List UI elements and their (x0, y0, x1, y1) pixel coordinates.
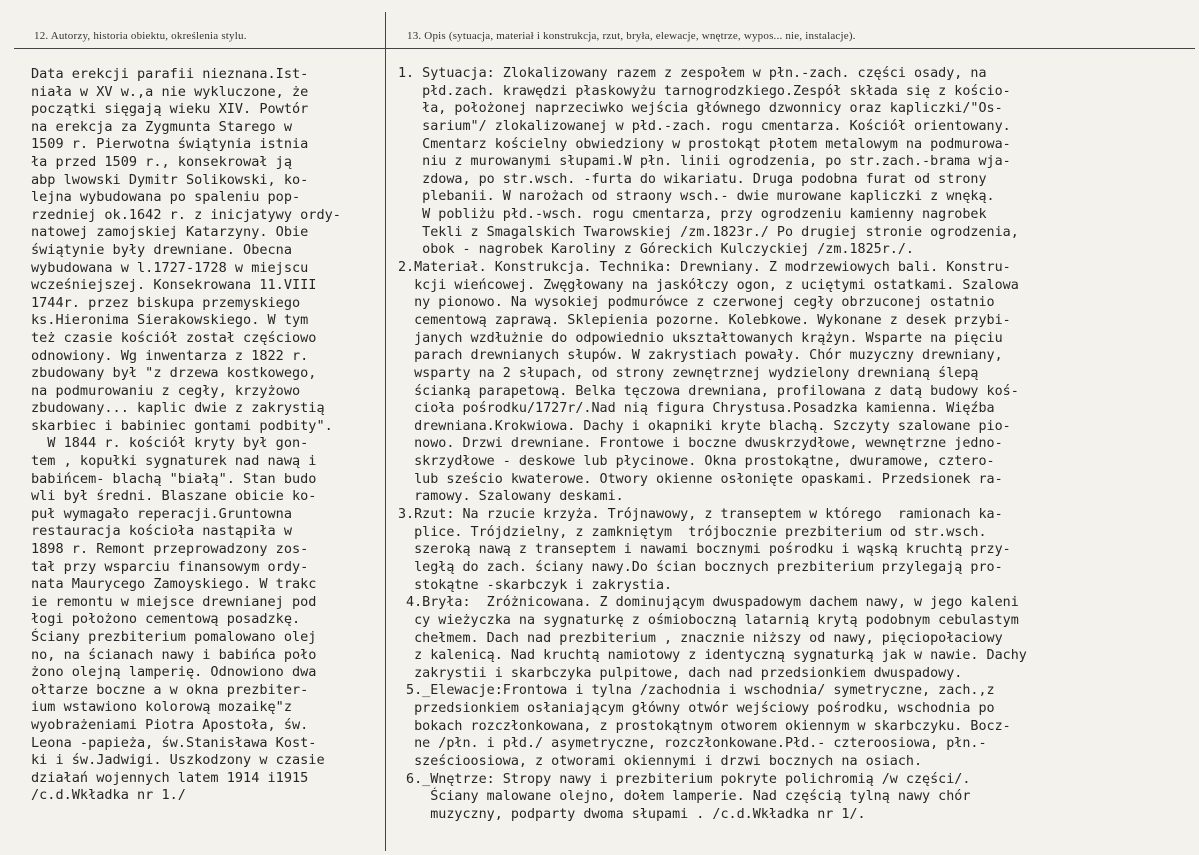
description-text-line: drewniana.Krokwiowa. Dachy i okapniki kryte blachą. Szczyty szalowane pio- (398, 418, 1011, 434)
history-text-line: skarbiec i babiniec gontami podbity". (31, 417, 333, 434)
header-divider (14, 48, 1195, 49)
description-text-line: przedsionkiem osłaniającym główny otwór wejściowy pośrodku, wschodnia po (398, 701, 995, 717)
history-text-line: ium wstawiono kolorową mozaikę"z (31, 699, 292, 716)
description-text-line: ległą do zach. ściany nawy.Do ścian bocznych prezbiterium przylegają pro- (398, 559, 1003, 575)
section-13-heading: 13. Opis (sytuacja, materiał i konstrukcja, rzut, bryła, elewacje, wnętrze, wypos... nie, instalacje). (407, 30, 856, 42)
description-text-line: 5._Elewacje:Frontowa i tylna /zachodnia i wschodnia/ symetryczne, zach.,z (398, 683, 995, 699)
description-text-line: plebanii. W narożach od straony wsch.- dwie murowane kapliczki z wnęką. (398, 189, 995, 205)
description-text-line: bokach rozczłonkowana, z prostokątnym otworem okiennym w skarbczyku. Bocz- (398, 718, 1011, 734)
description-text-column (398, 65, 1198, 824)
history-text-line: na erekcja za Zygmunta Starego w (31, 118, 292, 135)
description-text-line: obok - nagrobek Karoliny z Góreckich Kulczyckiej /zm.1825r./. (398, 242, 914, 258)
history-text-line: lejna wybudowana po spaleniu pop- (31, 189, 301, 206)
history-text-line: odnowiony. Wg inwentarza z 1822 r. (31, 347, 309, 364)
history-text-line: abp lwowski Dymitr Solikowski, ko- (31, 171, 309, 188)
description-text-line: 3.Rzut: Na rzucie krzyża. Trójnawowy, z transeptem w którego ramionach ka- (398, 507, 1003, 523)
history-text-line: wli był średni. Blaszane obicie ko- (31, 488, 317, 505)
history-text-line: puł wymagało reperacji.Gruntowna (31, 505, 292, 522)
history-text-line: babińcem- blachą "białą". Stan budo (31, 470, 317, 487)
description-text-line: 4.Bryła: Zróżnicowana. Z dominującym dwuspadowym dachem nawy, w jego kaleni (398, 595, 1019, 611)
description-text-line: sześcioosiowa, z otworami okiennymi i drzwi bocznych na osiach. (398, 753, 923, 769)
history-text-line: łogi położono cementową posadzkę. (31, 611, 301, 628)
history-text-line: /c.d.Wkładka nr 1./ (31, 787, 186, 804)
description-text-line: sarium"/ zlokalizowanej w płd.-zach. rogu cmentarza. Kościół orientowany. (398, 118, 1011, 134)
description-text-line: 1. Sytuacja: Zlokalizowany razem z zespołem w płn.-zach. części osady, na (398, 66, 987, 81)
description-text-line: ny pionowo. Na wysokiej podmurówce z czerwonej cegły obrzuconej ostatnio (398, 295, 995, 311)
history-text-line: ołtarze boczne a w okna prezbiter- (31, 681, 309, 698)
history-text-line: Ściany prezbiterium pomalowano olej (31, 629, 317, 645)
history-text-line: W 1844 r. kościół kryty był gon- (31, 435, 309, 452)
description-text-line: plice. Trójdzielny, z zamkniętym trójbocznie prezbiterium od str.wsch. (398, 524, 987, 540)
description-text-line: muzyczny, podparty dwoma słupami . /c.d.Wkładka nr 1/. (398, 806, 866, 822)
description-text-line: cementową zaprawą. Sklepienia pozorne. Kolebkowe. Wykonane z desek przybi- (398, 312, 1011, 328)
history-text-line: nata Maurycego Zamoyskiego. W trakc (31, 576, 317, 593)
history-text-line: 1744r. przez biskupa przemyskiego (31, 294, 301, 311)
history-text-line: 1898 r. Remont przeprowadzony zos- (31, 541, 309, 558)
section-12-heading: 12. Autorzy, historia obiektu, określenia stylu. (34, 30, 247, 42)
history-text-line: żono olejną lamperię. Odnowiono dwa (31, 664, 317, 681)
history-text-line: no, na ścianach nawy i babińca poło (31, 646, 317, 663)
history-text-line: ki i św.Jadwigi. Uszkodzony w czasie (31, 752, 325, 769)
description-text-line: zakrystii i skarbczyka pulpitowe, dach nad przedsionkiem dwuspadowy. (398, 665, 963, 681)
description-text-line: płd.zach. krawędzi płaskowyżu tarnogrodzkiego.Zespół składa się z kościo- (398, 83, 1011, 99)
description-text-line: zdowa, po str.wsch. -furta do wikariatu. Druga podobna furat od strony (398, 171, 987, 187)
description-text-line: szeroką nawą z transeptem i nawami bocznymi pośrodku i wąską kruchtą przy- (398, 542, 1011, 558)
history-text-line: działań wojennych latem 1914 i1915 (31, 769, 309, 786)
description-text-line: W pobliżu płd.-wsch. rogu cmentarza, przy ogrodzeniu kamienny nagrobek (398, 207, 987, 223)
history-text-line: Data erekcji parafii nieznana.Ist- (31, 66, 309, 82)
description-text-line: skrzydłowe - deskowe lub płycinowe. Okna prostokątne, dwuramowe, cztero- (398, 454, 995, 470)
description-text-line: ścianką parapetową. Belka tęczowa drewniana, profilowana z datą budowy koś- (398, 383, 1019, 399)
description-text-line: 2.Materiał. Konstrukcja. Technika: Drewniany. Z modrzewiowych bali. Konstru- (398, 260, 1011, 276)
description-text-line: ła, położonej naprzeciwko wejścia głównego dzwonnicy oraz kapliczki/"Os- (398, 101, 1003, 117)
history-text-line: 1509 r. Pierwotna świątynia istnia (31, 136, 309, 153)
history-text-line: restauracja kościoła nastąpiła w (31, 523, 292, 540)
history-text-line: wybudowana w l.1727-1728 w miejscu (31, 259, 309, 276)
description-text-line: Cmentarz kościelny obwiedziony w prostokąt płotem metalowym na podmurowa- (398, 136, 1011, 152)
description-text-line: z kalenicą. Nad kruchtą namiotowy z identyczną sygnaturką jak w nawie. Dachy (398, 648, 1027, 664)
description-text-line: Tekli z Smagalskich Twarowskiej /zm.1823r./ Po drugiej stronie ogrodzenia, (398, 224, 1019, 240)
column-divider (385, 12, 386, 851)
history-text-line: wcześniejszej. Konsekrowana 11.VIII (31, 277, 317, 294)
description-text-line: Ściany malowane olejno, dołem lamperie. Nad częścią tylną nawy chór (398, 789, 971, 805)
history-text-line: Leona -papieża, św.Stanisława Kost- (31, 734, 317, 751)
history-text-line: tem , kopułki sygnaturek nad nawą i (31, 453, 317, 470)
description-text-line: janych wzdłużnie do odpowiednio ukształtowanych krążyn. Wsparte na pięciu (398, 330, 1003, 346)
history-text-line: tał przy wsparciu finansowym ordy- (31, 558, 309, 575)
history-text-line: niała w XV w.,a nie wykluczone, że (31, 83, 309, 100)
description-text-line: nowo. Drzwi drewniane. Frontowe i boczne dwuskrzydłowe, wewnętrzne jedno- (398, 436, 1003, 452)
history-text-line: zbudowany był "z drzewa kostkowego, (31, 365, 317, 382)
description-text-line: cioła pośrodku/1727r/.Nad nią figura Chrystusa.Posadzka kamienna. Więźba (398, 401, 995, 417)
description-text-line: ne /płn. i płd./ asymetryczne, rozczłonkowane.Płd.- czteroosiowa, płn.- (398, 736, 987, 752)
description-text-line: niu z murowanymi słupami.W płn. linii ogrodzenia, po str.zach.-brama wja- (398, 154, 1011, 170)
description-text-line: wsparty na 2 słupach, od strony zewnętrznej wydzielony drewnianą ślepą (398, 365, 979, 381)
description-text-line: lub sześcio kwaterowe. Otwory okienne osłonięte opaskami. Przedsionek ra- (398, 471, 1003, 487)
description-text-line: 6._Wnętrze: Stropy nawy i prezbiterium pokryte polichromią /w części/. (398, 771, 971, 787)
history-text-line: na podmurowaniu z cegły, krzyżowo (31, 382, 301, 399)
history-text-line: ks.Hieronima Sierakowskiego. W tym (31, 312, 309, 329)
history-text-line: świątynie były drewniane. Obecna (31, 241, 292, 258)
history-text-column (31, 66, 383, 805)
description-text-line: stokątne -skarbczyk i zakrystia. (398, 577, 673, 593)
history-text-line: początki sięgają wieku XIV. Powtór (31, 101, 309, 118)
history-text-line: zbudowany... kaplic dwie z zakrystią (31, 400, 325, 417)
history-text-line: ie remontu w miejsce drewnianej pod (31, 593, 317, 610)
history-text-line: rzedniej ok.1642 r. z inicjatywy ordy- (31, 206, 341, 223)
history-text-line: ła przed 1509 r., konsekrował ją (31, 153, 292, 170)
history-text-line: też czasie kościół został częściowo (31, 329, 317, 346)
description-text-line: chełmem. Dach nad prezbiterium , znacznie niższy od nawy, pięciopołaciowy (398, 630, 1003, 646)
description-text-line: kcji wieńcowej. Zwęgłowany na jaskółczy ogon, z uciętymi ostatkami. Szalowa (398, 277, 1019, 293)
description-text-line: ramowy. Szalowany deskami. (398, 489, 624, 505)
history-text-line: natowej zamojskiej Katarzyny. Obie (31, 224, 309, 241)
history-text-line: wyobrażeniami Piotra Apostoła, św. (31, 716, 309, 733)
description-text-line: cy wieżyczka na sygnaturkę z ośmioboczną latarnią krytą podobnym cebulastym (398, 612, 1019, 628)
description-text-line: parach drewnianych słupów. W zakrystiach powały. Chór muzyczny drewniany, (398, 348, 1003, 364)
